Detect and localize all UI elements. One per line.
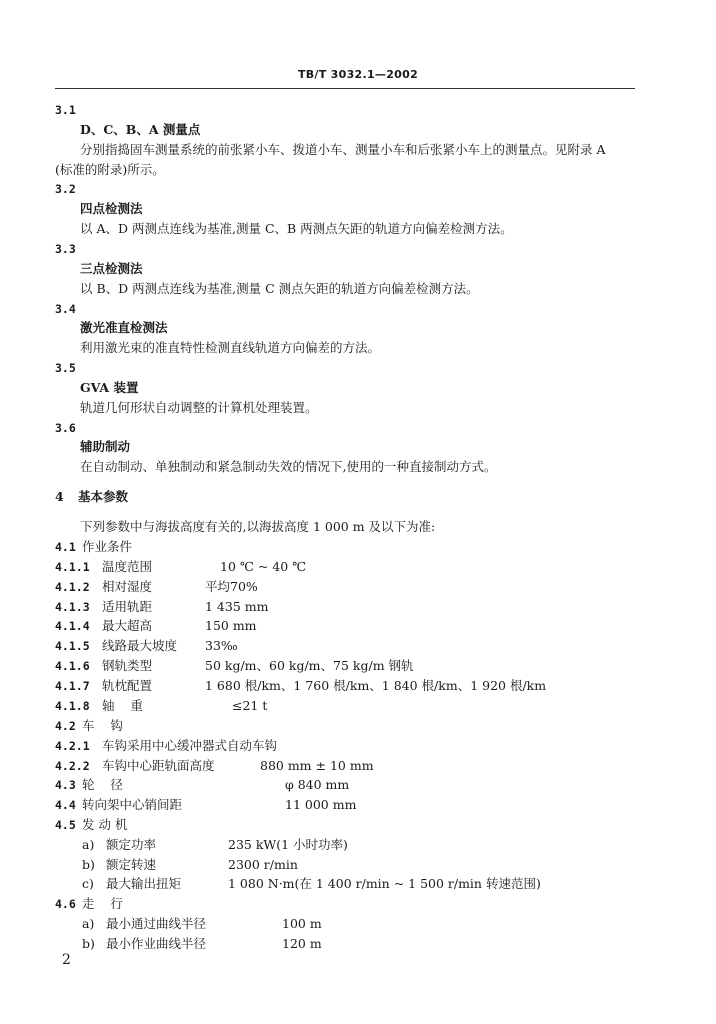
header-rule bbox=[55, 88, 635, 89]
item-label: 轨枕配置 bbox=[102, 678, 153, 693]
term-title: 辅助制动 bbox=[80, 439, 131, 454]
item-value: 2300 r/min bbox=[228, 857, 298, 872]
section-number: 3.4 bbox=[55, 302, 76, 316]
item-number: 4.1.7 bbox=[55, 679, 90, 693]
term-description: 轨道几何形状自动调整的计算机处理装置。 bbox=[80, 400, 318, 415]
section-number: 3.5 bbox=[55, 361, 76, 375]
item-label: 最小作业曲线半径 bbox=[106, 936, 207, 951]
term-title: 激光准直检测法 bbox=[80, 320, 168, 335]
item-label: 适用轨距 bbox=[102, 599, 153, 614]
term-title: 四点检测法 bbox=[80, 201, 143, 216]
item-value: φ 840 mm bbox=[285, 777, 350, 792]
item-label: 最大输出扭矩 bbox=[106, 876, 182, 891]
item-value: 235 kW(1 小时功率) bbox=[228, 837, 348, 852]
item-number: 4.6 bbox=[55, 897, 76, 911]
item-letter: c) bbox=[82, 876, 94, 891]
item-label: 钢轨类型 bbox=[102, 658, 153, 673]
item-label: 车钩采用中心缓冲器式自动车钩 bbox=[102, 738, 278, 753]
item-number: 4.2.1 bbox=[55, 739, 90, 753]
item-label: 最小通过曲线半径 bbox=[106, 916, 207, 931]
item-letter: a) bbox=[82, 837, 95, 852]
item-number: 4.1.1 bbox=[55, 560, 90, 574]
item-number: 4.1.8 bbox=[55, 699, 90, 713]
item-letter: b) bbox=[82, 936, 95, 951]
item-label: 相对湿度 bbox=[102, 579, 153, 594]
term-description: 在自动制动、单独制动和紧急制动失效的情况下,使用的一种直接制动方式。 bbox=[80, 459, 497, 474]
item-number: 4.1.5 bbox=[55, 639, 90, 653]
item-number: 4.2 bbox=[55, 719, 76, 733]
item-number: 4.1 bbox=[55, 540, 76, 554]
chapter-intro: 下列参数中与海拔高度有关的,以海拔高度 1 000 m 及以下为准: bbox=[80, 519, 436, 534]
item-label: 转向架中心销间距 bbox=[82, 797, 183, 812]
item-number: 4.5 bbox=[55, 818, 76, 832]
item-value: 50 kg/m、60 kg/m、75 kg/m 钢轨 bbox=[205, 658, 414, 673]
term-title: D、C、B、A 测量点 bbox=[80, 122, 201, 137]
section-number: 3.3 bbox=[55, 242, 76, 256]
item-label: 走 行 bbox=[82, 896, 123, 911]
item-label: 车 钩 bbox=[82, 718, 123, 733]
item-label: 最大超高 bbox=[102, 618, 153, 633]
section-number: 3.2 bbox=[55, 182, 76, 196]
item-value: 150 mm bbox=[205, 618, 257, 633]
term-description: 以 A、D 两测点连线为基准,测量 C、B 两测点矢距的轨道方向偏差检测方法。 bbox=[80, 221, 513, 236]
item-label: 发 动 机 bbox=[82, 817, 128, 832]
item-value: 10 ℃ ~ 40 ℃ bbox=[220, 559, 307, 574]
item-number: 4.1.3 bbox=[55, 600, 90, 614]
term-title: GVA 装置 bbox=[80, 380, 139, 395]
item-label: 温度范围 bbox=[102, 559, 153, 574]
item-label: 作业条件 bbox=[82, 539, 133, 554]
item-number: 4.1.4 bbox=[55, 619, 90, 633]
item-number: 4.2.2 bbox=[55, 759, 90, 773]
item-value: ≤21 t bbox=[232, 698, 268, 713]
item-label: 额定功率 bbox=[106, 837, 157, 852]
item-label: 车钩中心距轨面高度 bbox=[102, 758, 215, 773]
page-number: 2 bbox=[62, 952, 71, 968]
document-header: TB/T 3032.1—2002 bbox=[297, 68, 419, 81]
item-label: 轮 径 bbox=[82, 777, 123, 792]
item-value: 1 435 mm bbox=[205, 599, 269, 614]
item-label: 轴 重 bbox=[102, 698, 143, 713]
item-value: 平均70% bbox=[205, 579, 258, 594]
item-letter: a) bbox=[82, 916, 95, 931]
item-value: 880 mm ± 10 mm bbox=[260, 758, 374, 773]
item-value: 100 m bbox=[282, 916, 322, 931]
item-label: 线路最大坡度 bbox=[102, 638, 178, 653]
chapter-number: 4 bbox=[55, 489, 64, 504]
term-title: 三点检测法 bbox=[80, 261, 143, 276]
item-number: 4.1.6 bbox=[55, 659, 90, 673]
item-number: 4.1.2 bbox=[55, 580, 90, 594]
item-value: 1 680 根/km、1 760 根/km、1 840 根/km、1 920 根/km bbox=[205, 678, 547, 693]
item-letter: b) bbox=[82, 857, 95, 872]
term-description: 利用激光束的准直特性检测直线轨道方向偏差的方法。 bbox=[80, 340, 381, 355]
section-number: 3.1 bbox=[55, 103, 76, 117]
term-description: 以 B、D 两测点连线为基准,测量 C 测点矢距的轨道方向偏差检测方法。 bbox=[80, 281, 479, 296]
item-value: 1 080 N·m(在 1 400 r/min ~ 1 500 r/min 转速范围) bbox=[228, 876, 541, 891]
chapter-title: 基本参数 bbox=[78, 489, 129, 504]
section-number: 3.6 bbox=[55, 421, 76, 435]
item-number: 4.3 bbox=[55, 778, 76, 792]
item-value: 120 m bbox=[282, 936, 322, 951]
term-description: (标准的附录)所示。 bbox=[55, 162, 165, 177]
item-value: 11 000 mm bbox=[285, 797, 357, 812]
item-label: 额定转速 bbox=[106, 857, 157, 872]
item-value: 33‰ bbox=[205, 638, 238, 653]
term-description: 分别指捣固车测量系统的前张紧小车、拨道小车、测量小车和后张紧小车上的测量点。见附录 A bbox=[80, 142, 606, 157]
item-number: 4.4 bbox=[55, 798, 76, 812]
